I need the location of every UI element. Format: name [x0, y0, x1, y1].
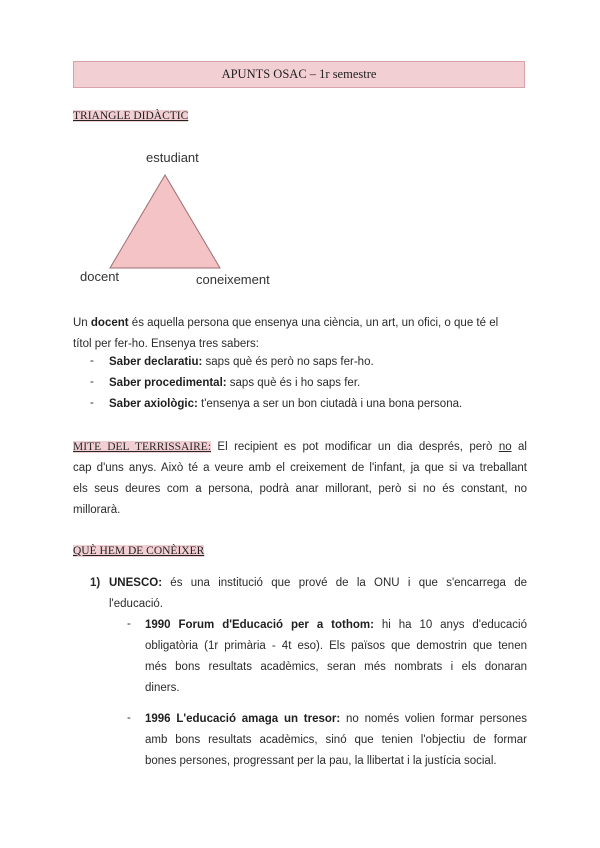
- diagram-label-coneixement: coneixement: [196, 272, 270, 287]
- document-title: APUNTS OSAC – 1r semestre: [73, 61, 525, 88]
- intro-paragraph: Un docent és aquella persona que ensenya una ciència, un art, un ofici, o que té el títol per fer-ho. Ensenya tres sabers:: [73, 317, 499, 350]
- tresor-1996-item: 1996 L'educació amaga un tresor: no només volien formar persones amb bons resultats acadèmics, sinó que tenien l'objectiu de formar bones persones, progressant per la pau, la llibertat i la justícia social.: [145, 713, 527, 767]
- list-bullet: -: [90, 376, 94, 388]
- mite-label: MITE DEL TERRISSAIRE:: [73, 441, 212, 453]
- list-bullet: -: [127, 618, 131, 630]
- mite-paragraph: MITE DEL TERRISSAIRE: El recipient es pot modificar un dia després, però no al cap d'uns anys. Això té a veure amb el creixement de l'infant, ja que si va treballant els seus deures com a persona, podrà anar millorant, però si no és constant, no millorarà.: [73, 441, 527, 516]
- heading-que-hem-de-coneixer: QUÈ HEM DE CONÈIXER: [73, 545, 205, 557]
- triangle-shape: [110, 175, 220, 268]
- diagram-label-estudiant: estudiant: [146, 150, 199, 165]
- heading-triangle-didactic: TRIANGLE DIDÀCTIC: [73, 110, 189, 122]
- saber-declaratiu-item: Saber declaratiu: saps què és però no saps fer-ho.: [109, 356, 374, 368]
- diagram-label-docent: docent: [80, 269, 120, 284]
- unesco-number: 1): [90, 577, 101, 589]
- forum-1990-item: 1990 Forum d'Educació per a tothom: hi ha 10 anys d'educació obligatòria (1r primària - 4t eso). Els països que demostrin que tenen més bons resultats acadèmics, seran més nombrats i els donaran diners.: [145, 619, 527, 694]
- list-bullet: -: [90, 397, 94, 409]
- didactic-triangle-diagram: [70, 145, 260, 275]
- saber-axiologic-item: Saber axiològic: t'ensenya a ser un bon ciutadà i una bona persona.: [109, 398, 463, 410]
- list-bullet: -: [90, 355, 94, 367]
- unesco-item: UNESCO: és una institució que prové de la ONU i que s'encarrega de l'educació.: [109, 577, 527, 610]
- saber-procedimental-item: Saber procedimental: saps què és i ho saps fer.: [109, 377, 361, 389]
- list-bullet: -: [127, 712, 131, 724]
